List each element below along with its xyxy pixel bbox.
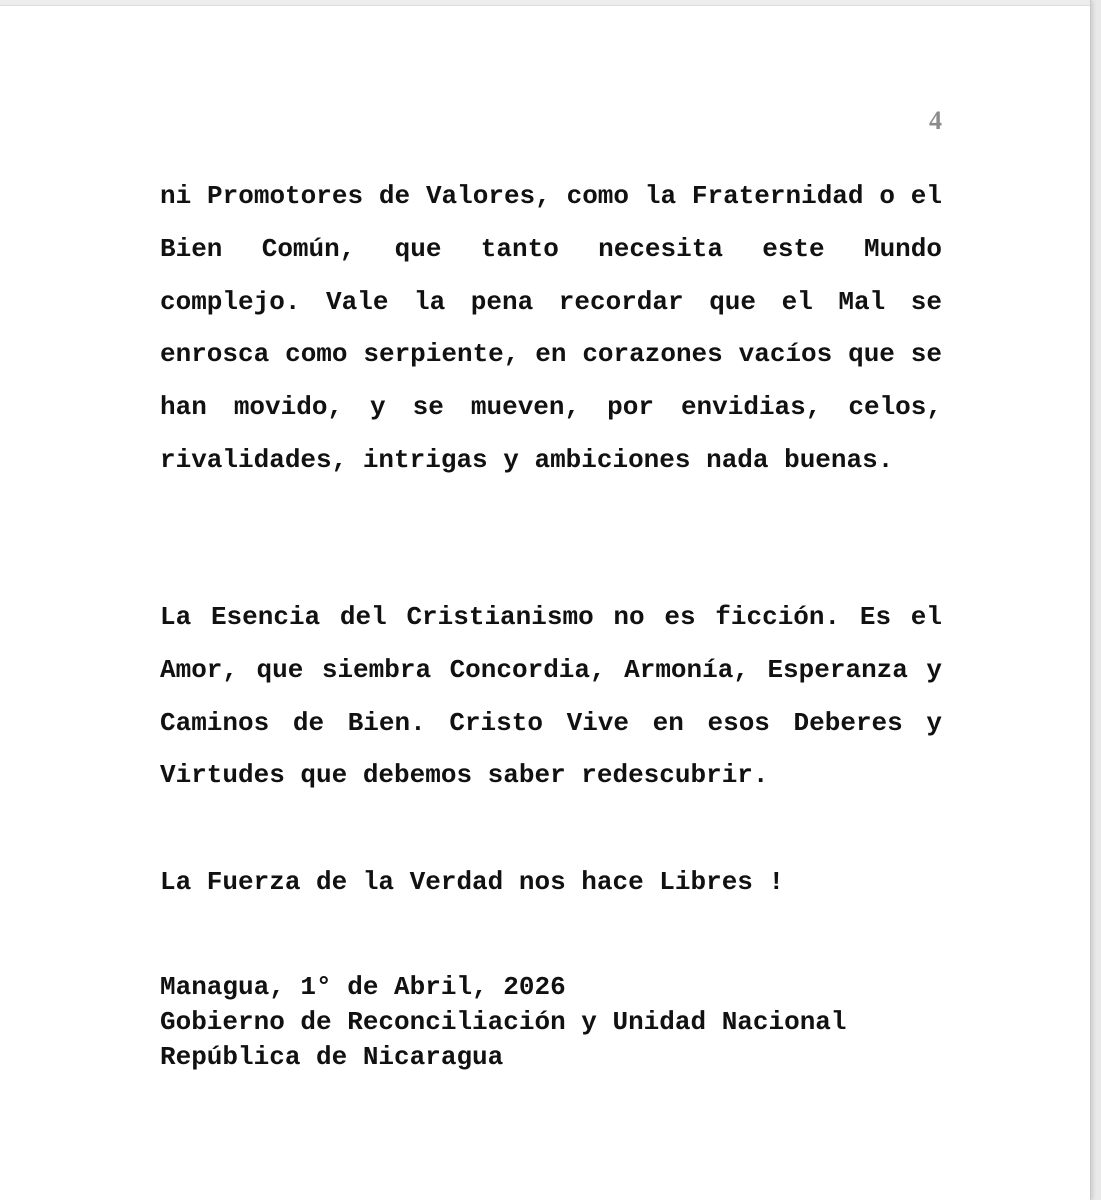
- signature-country: República de Nicaragua: [160, 1042, 504, 1072]
- paragraph-3: [160, 856, 942, 909]
- page-number: 4: [929, 106, 942, 135]
- paragraph-3-text: La Fuerza de la Verdad nos hace Libres !: [160, 867, 785, 897]
- signature-place-date: Managua, 1° de Abril, 2026: [160, 972, 566, 1002]
- paragraph-2: [160, 591, 942, 802]
- paragraph-1: [160, 170, 942, 487]
- signature-block: [160, 970, 847, 1075]
- page-top-edge: [0, 0, 1090, 6]
- paragraph-2-text: La Esencia del Cristianismo no es ficción. Es el Amor, que siembra Concordia, Armonía, Esperanza y Caminos de Bien. Cristo Vive en esos Deberes y Virtudes que debemos saber redescubrir.: [160, 602, 942, 791]
- paragraph-1-text: ni Promotores de Valores, como la Fraternidad o el Bien Común, que tanto necesita este Mundo complejo. Vale la pena recordar que el Mal se enrosca como serpiente, en corazones vacíos que se han movido, y se mueven, por envidias, celos, rivalidades, intrigas y ambiciones nada buenas.: [160, 181, 942, 475]
- signature-government: Gobierno de Reconciliación y Unidad Nacional: [160, 1007, 847, 1037]
